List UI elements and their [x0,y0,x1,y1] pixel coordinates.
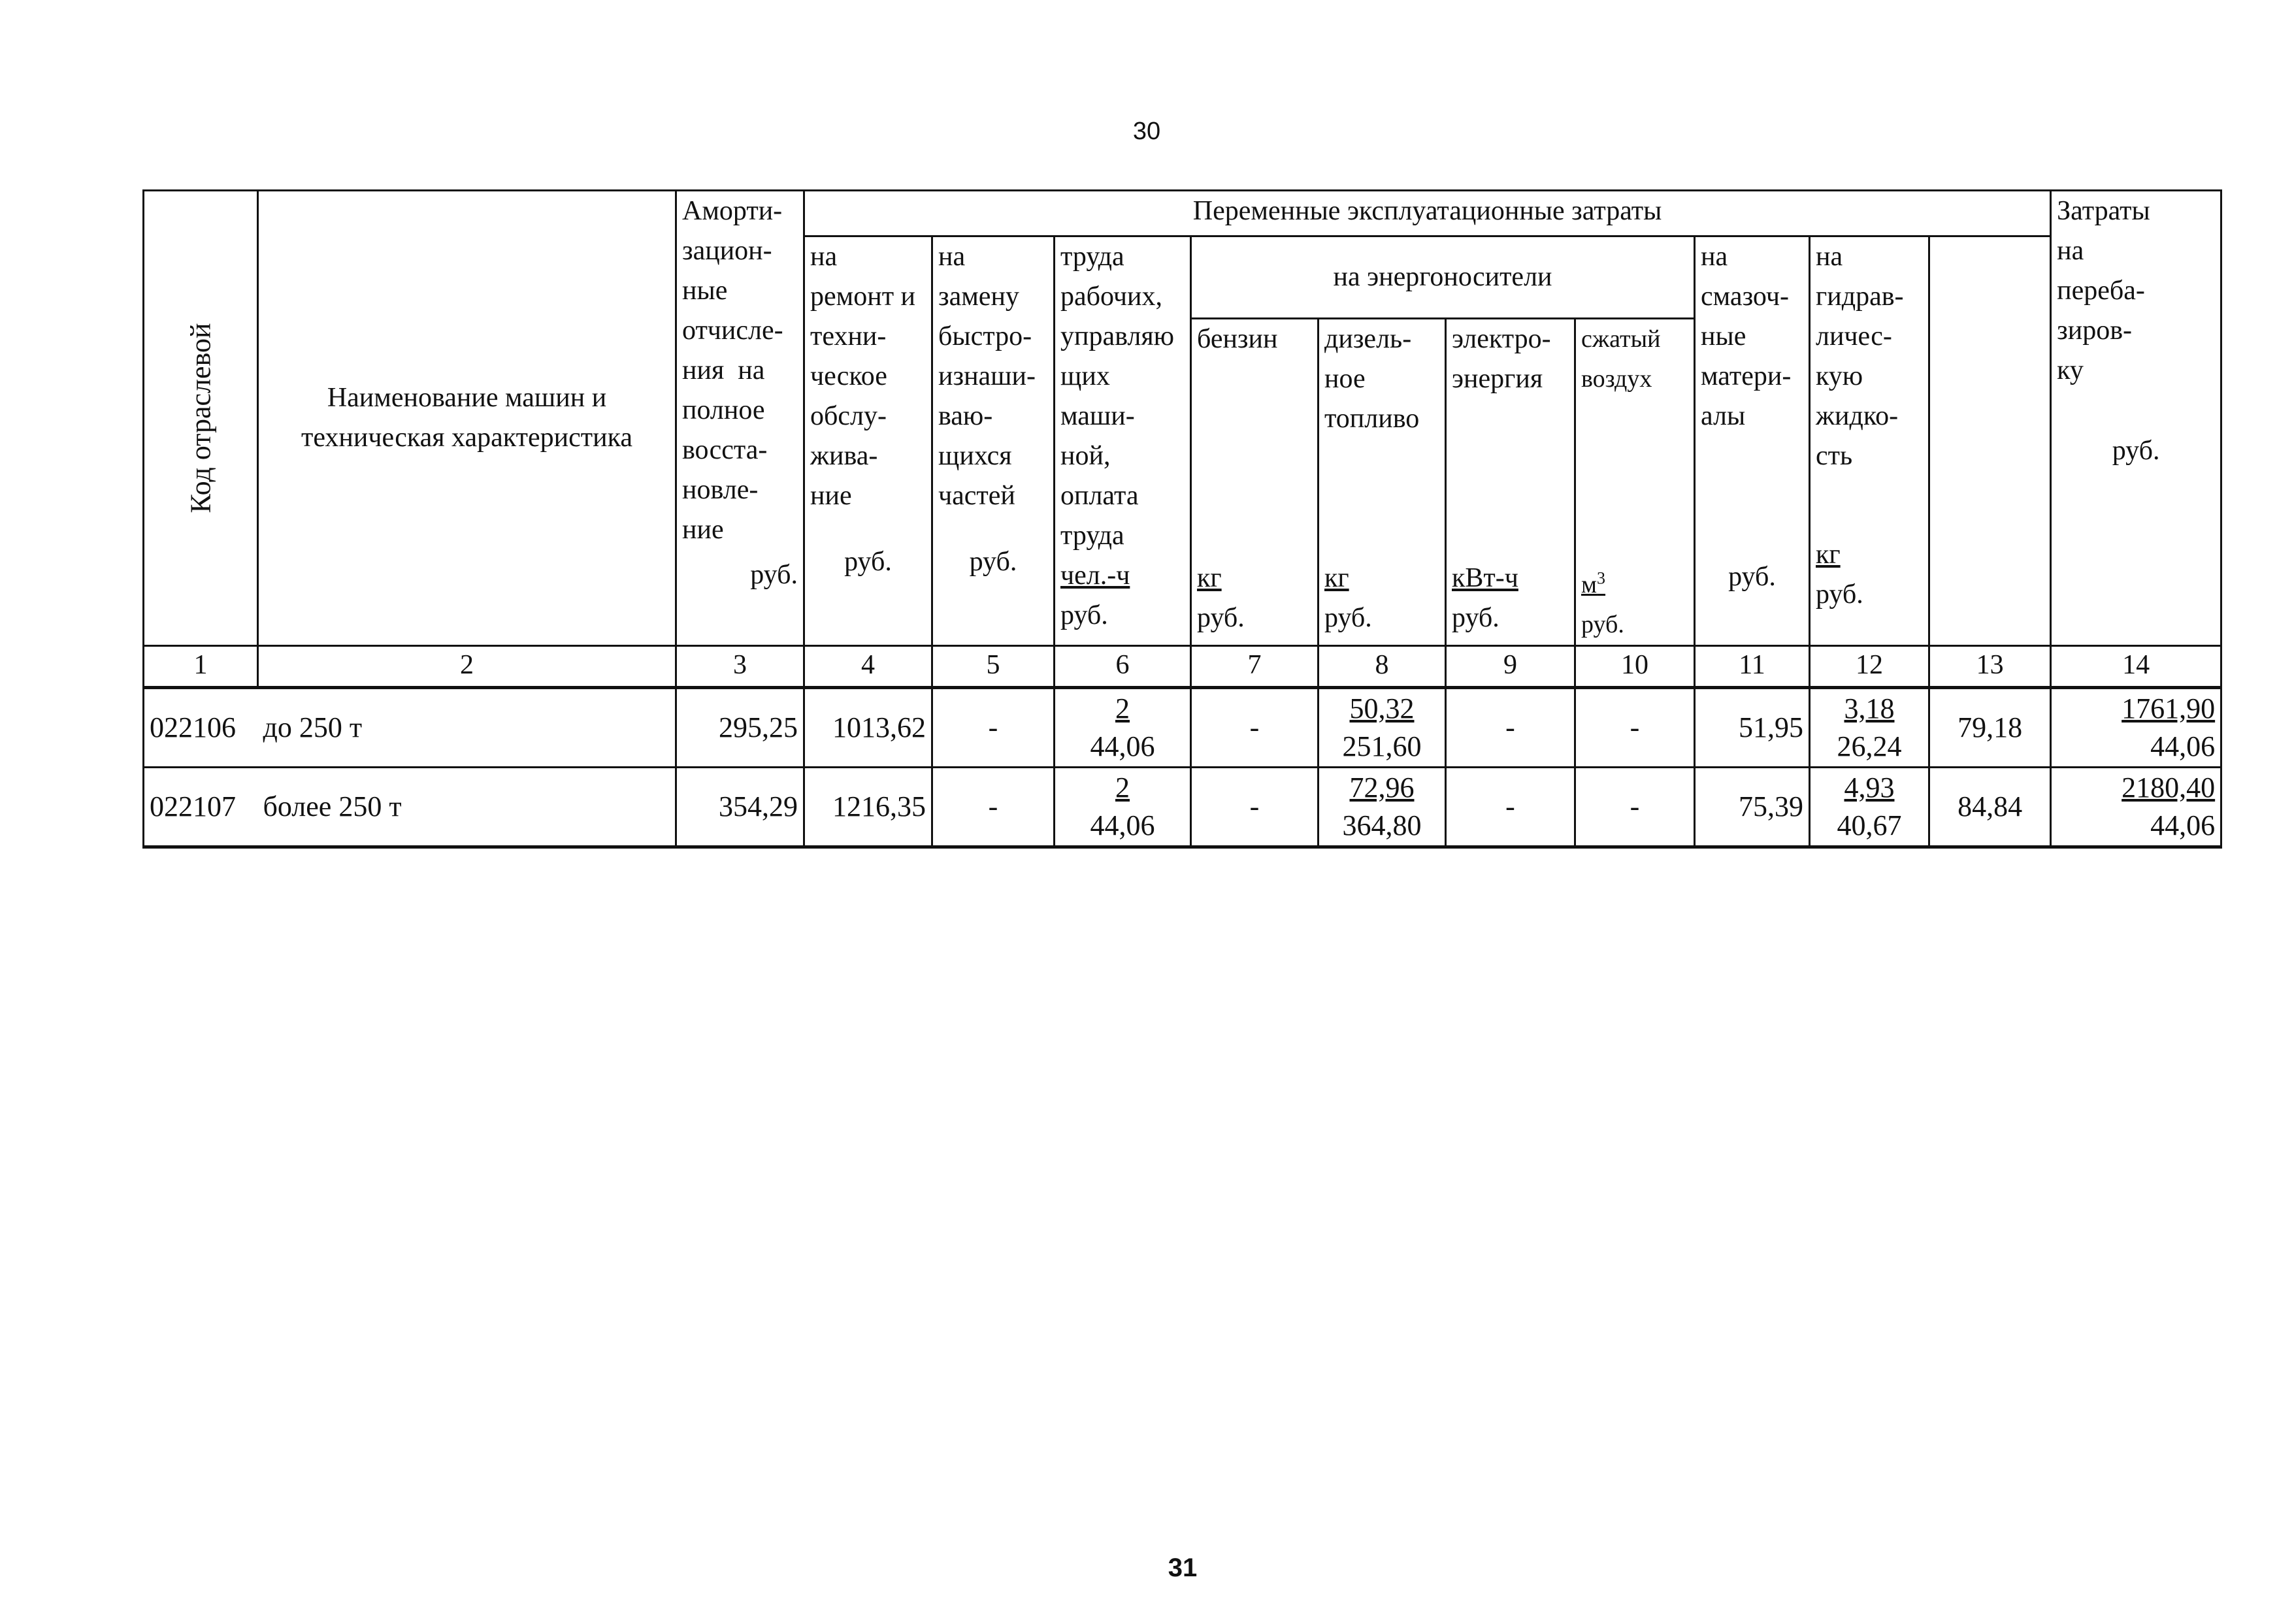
row-transport: 84,84 [1929,768,2051,847]
col-num: 10 [1575,646,1695,688]
row-labor: $\frac{2}{44,06}$ [1055,768,1191,847]
header-variable-costs: Переменные эксплуатационные затраты [804,191,2051,236]
page-number-top: 30 [1132,118,1161,145]
header-text-line: жива- [810,441,878,471]
header-repair: на ремонт и техни- ческое обслу- жива- ние руб. [804,236,932,646]
header-transport: Затраты на переба- зиров- ку руб. [2051,191,2221,646]
header-text-line: новле- [682,475,759,505]
header-text-line: полное [682,395,765,425]
row-lubricants: 51,95 [1695,688,1810,768]
header-text-line: ческое [810,361,887,391]
header-text-line: техни- [810,321,887,351]
col-num: 14 [2051,646,2221,688]
row-repair: 1013,62 [804,688,932,768]
header-text-line: энергия [1452,364,1543,394]
row-lubricants: 75,39 [1695,768,1810,847]
header-text-line: частей [938,481,1015,511]
header-hydraulic: на гидрав- личес- кую жидко- сть кг руб. [1810,236,1929,646]
header-text-line: ваю- [938,401,993,431]
row-diesel: $\frac{72,96}{364,80}$ [1319,768,1446,847]
header-lubricants: на смазоч- ные матери- алы руб. [1695,236,1810,646]
header-text-line: воздух [1581,365,1652,393]
header-text-line: гидрав- [1816,282,1904,312]
row-name: более 250 т [258,768,676,847]
header-name: Наименование машин и техническая характеристика [258,191,676,646]
header-text-line: на [2057,236,2084,266]
header-text-line: зацион- [682,236,772,266]
header-text-line: оплата [1060,481,1139,511]
header-text-line: рабочих, [1060,282,1163,312]
row-replace: - [932,688,1055,768]
header-text-line: Аморти- [682,196,783,226]
col-num: 9 [1446,646,1575,688]
header-text-line: на [938,242,966,272]
machine-cost-table [142,189,2222,849]
table-row [144,688,2221,768]
header-electricity: электро- энергия кВт-ч руб. [1446,319,1575,646]
header-text-line: топливо [1324,404,1420,434]
header-text-line: обслу- [810,401,887,431]
header-text-line: ные [682,276,728,306]
col-num: 7 [1191,646,1319,688]
header-text-line: Затраты [2057,196,2150,226]
col-num: 6 [1055,646,1191,688]
header-text-line: замену [938,282,1019,312]
header-text-line: щих [1060,361,1110,391]
header-text-line: жидко- [1816,401,1899,431]
row-name: до 250 т [258,688,676,768]
header-amortization: Аморти- зацион- ные отчисле- ния на полное восста- новле- ние руб. [676,191,804,646]
header-text-line: сжатый [1581,325,1661,353]
header-text-line: маши- [1060,401,1135,431]
col-num: 4 [804,646,932,688]
header-text-line: кую [1816,361,1863,391]
header-compressed-air: сжатый воздух $м^3$ руб. [1575,319,1695,646]
header-text-line: ное [1324,364,1366,394]
header-text-line: смазоч- [1701,282,1789,312]
header-text-line: на [810,242,838,272]
row-electricity: - [1446,688,1575,768]
header-labor: труда рабочих, управляю щих маши- ной, оплата труда чел.-ч руб. [1055,236,1191,646]
header-code: Код отраслевой [144,191,258,646]
col-num: 13 [1929,646,2051,688]
row-air: - [1575,768,1695,847]
page-number-bottom: 31 [1168,1553,1198,1582]
header-text-line: дизель- [1324,324,1412,354]
header-energy: на энергоносители [1191,236,1695,319]
header-text-line: зиров- [2057,316,2133,346]
header-text-line: на [1816,242,1843,272]
header-text-line: ние [810,481,852,511]
header-text-line: ние [682,515,724,545]
header-text-line: ния на [682,355,765,385]
row-hydraulic: $\frac{4,93}{40,67}$ [1810,768,1929,847]
header-text-line: сть [1816,441,1853,471]
row-estimate: $\frac{2180,40}{44,06}$ [2051,768,2221,847]
header-replace-parts: на замену быстро- изнаши- ваю- щихся частей руб. [932,236,1055,646]
header-text-line: изнаши- [938,361,1036,391]
header-text-line: труда [1060,521,1124,551]
row-air: - [1575,688,1695,768]
row-electricity: - [1446,768,1575,847]
header-text-line: восста- [682,435,768,465]
header-text-line: труда [1060,242,1124,272]
header-diesel: дизель- ное топливо кг руб. [1319,319,1446,646]
header-text-line: на [1701,242,1728,272]
row-replace: - [932,768,1055,847]
header-petrol: бензин кг руб. [1191,319,1319,646]
row-diesel: $\frac{50,32}{251,60}$ [1319,688,1446,768]
header-text-line: быстро- [938,321,1032,351]
header-text-line: отчисле- [682,316,783,346]
row-petrol: - [1191,688,1319,768]
header-text-line: алы [1701,401,1746,431]
table-row [144,768,2221,847]
col-num: 11 [1695,646,1810,688]
header-text-line: электро- [1452,324,1551,354]
row-petrol: - [1191,768,1319,847]
header-text-line: личес- [1816,321,1892,351]
col-num: 5 [932,646,1055,688]
col-num: 2 [258,646,676,688]
row-transport: 79,18 [1929,688,2051,768]
header-text-line: ной, [1060,441,1111,471]
row-estimate: $\frac{1761,90}{44,06}$ [2051,688,2221,768]
col-num: 1 [144,646,258,688]
header-text-line: управляю [1060,321,1175,351]
header-text-line: матери- [1701,361,1792,391]
header-text-line: щихся [938,441,1012,471]
row-labor: $\frac{2}{44,06}$ [1055,688,1191,768]
row-repair: 1216,35 [804,768,932,847]
row-amortization: 354,29 [676,768,804,847]
header-text-line: переба- [2057,276,2145,306]
row-hydraulic: $\frac{3,18}{26,24}$ [1810,688,1929,768]
col-num: 8 [1319,646,1446,688]
header-text-line: ку [2057,355,2084,385]
column-number-row [144,646,2221,688]
header-text-line: ремонт и [810,282,916,312]
col-num: 12 [1810,646,1929,688]
header-text-line: ные [1701,321,1746,351]
row-amortization: 295,25 [676,688,804,768]
col-num: 3 [676,646,804,688]
row-code: 022107 [144,768,258,847]
row-code: 022106 [144,688,258,768]
